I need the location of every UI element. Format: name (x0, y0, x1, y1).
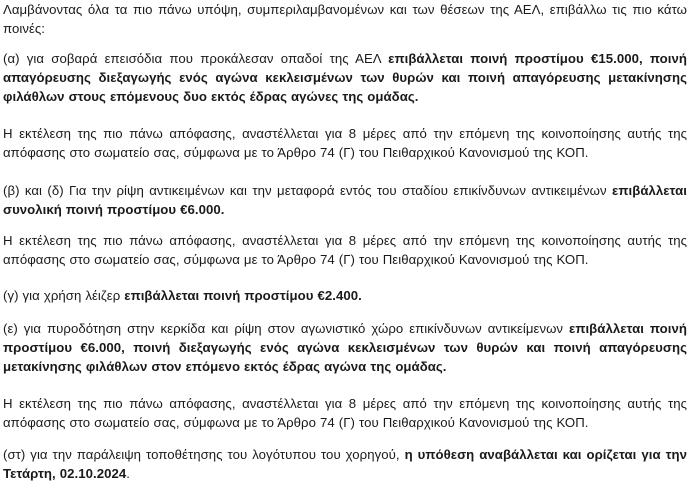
penalty-b-paragraph (3, 181, 687, 219)
penalty-st-prefix: (στ) για την παράλειψη τοποθέτησης του λογότυπου του χορηγού, (3, 447, 405, 462)
penalty-b-bold: επιβάλλεται συνολική ποινή προστίμου €6.000. (3, 183, 687, 217)
execution-b-paragraph (3, 231, 687, 269)
penalty-e-paragraph (3, 319, 687, 376)
penalty-g-paragraph (3, 286, 687, 305)
execution-a-paragraph (3, 124, 687, 162)
penalty-st-paragraph (3, 445, 687, 483)
penalty-st-suffix: . (126, 466, 130, 481)
execution-b-text: Η εκτέλεση της πιο πάνω απόφασης, αναστέλλεται για 8 μέρες από την επόμενη της κοινοποίησης αυτής της απόφασης στο σωματείο σας, σύμφωνα με το Άρθρο 74 (Γ) του Πειθαρχικού Κανονισμού της ΚΟΠ. (3, 233, 687, 267)
intro-text: Λαμβάνοντας όλα τα πιο πάνω υπόψη, συμπεριλαμβανομένων και των θέσεων της ΑΕΛ, επιβάλλω τις πιο κάτω ποινές: (3, 2, 687, 36)
intro-paragraph (3, 0, 687, 38)
penalty-e-prefix: (ε) για πυροδότηση στην κερκίδα και ρίψη στον αγωνιστικό χώρο επικίνδυνων αντικείμενων (3, 321, 570, 336)
execution-e-paragraph (3, 394, 687, 432)
penalty-g-prefix: (γ) για χρήση λέιζερ (3, 288, 125, 303)
execution-a-text: Η εκτέλεση της πιο πάνω απόφασης, αναστέλλεται για 8 μέρες από την επόμενη της κοινοποίησης αυτής της απόφασης στο σωματείο σας, σύμφωνα με το Άρθρο 74 (Γ) του Πειθαρχικού Κανονισμού της ΚΟΠ. (3, 126, 687, 160)
penalty-a-paragraph (3, 49, 687, 106)
penalty-g-bold: επιβάλλεται ποινή προστίμου €2.400. (124, 288, 362, 303)
penalty-st-bold: η υπόθεση αναβάλλεται και ορίζεται για την Τετάρτη, 02.10.2024 (3, 447, 687, 481)
penalty-a-bold: επιβάλλεται ποινή προστίμου €15.000, ποινή απαγόρευσης διεξαγωγής ενός αγώνα κεκλεισμένων των θυρών και ποινή απαγόρευσης μετακίνησης φιλάθλων στους επόμενους δυο εκτός έδρας αγώνες της ομάδας. (3, 51, 687, 104)
execution-e-text: Η εκτέλεση της πιο πάνω απόφασης, αναστέλλεται για 8 μέρες από την επόμενη της κοινοποίησης αυτής της απόφασης στο σωματείο σας, σύμφωνα με το Άρθρο 74 (Γ) του Πειθαρχικού Κανονισμού της ΚΟΠ. (3, 396, 687, 430)
penalty-a-prefix: (α) για σοβαρά επεισόδια που προκάλεσαν οπαδοί της ΑΕΛ (3, 51, 389, 66)
penalty-e-bold: επιβάλλεται ποινή προστίμου €6.000, ποινή διεξαγωγής ενός αγώνα κεκλεισμένων των θυρών και ποινή απαγόρευσης μετακίνησης φιλάθλων στον επόμενο εκτός έδρας αγώνα της ομάδας. (3, 321, 687, 374)
penalty-b-prefix: (β) και (δ) Για την ρίψη αντικειμένων και την μεταφορά εντός του σταδίου επικίνδυνων αντικειμένων (3, 183, 613, 198)
